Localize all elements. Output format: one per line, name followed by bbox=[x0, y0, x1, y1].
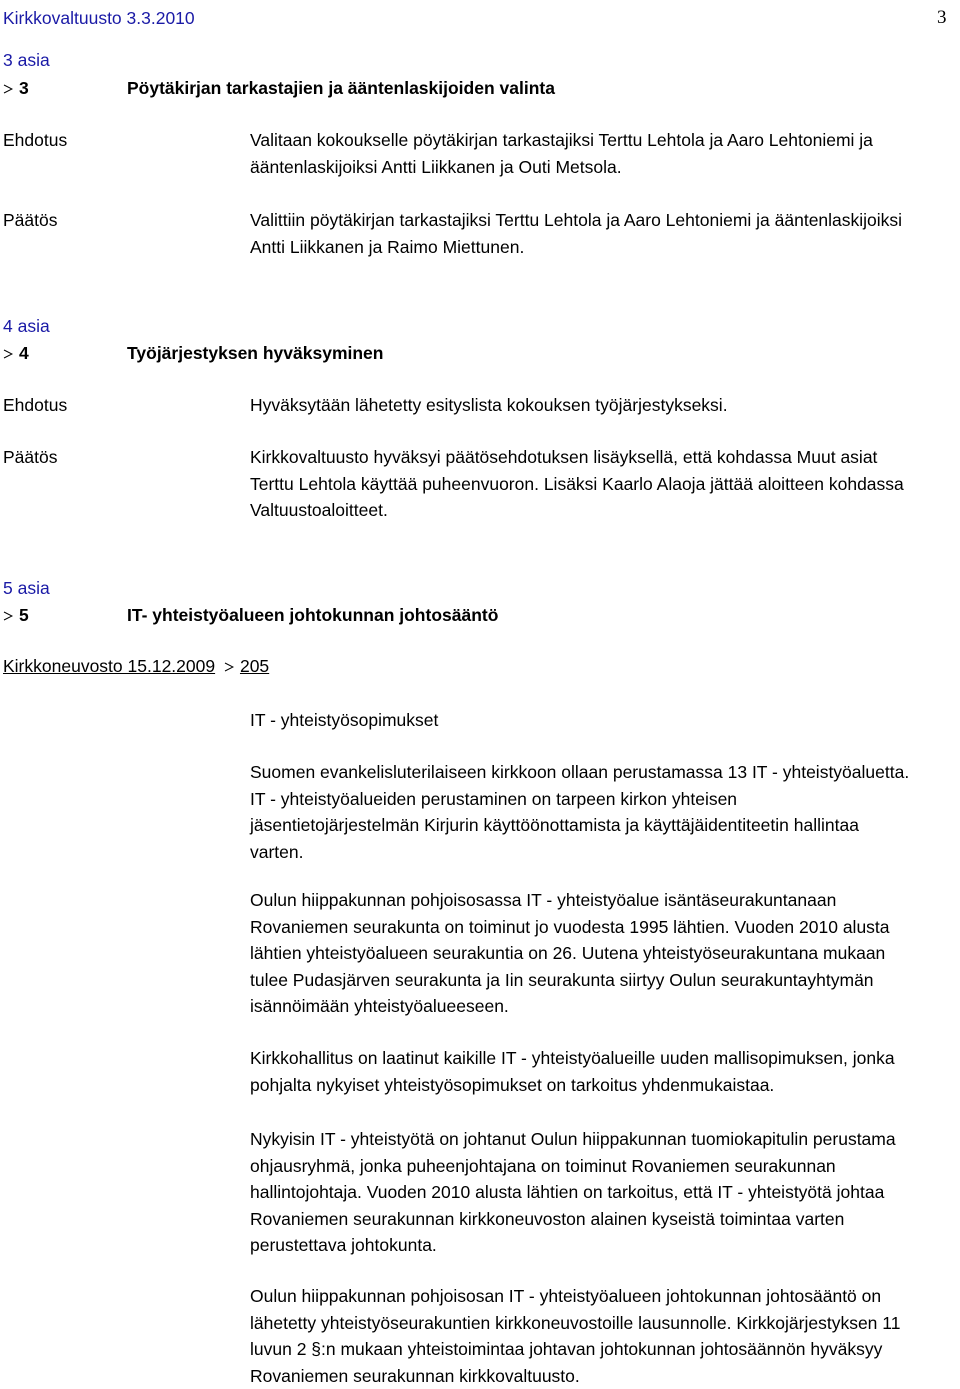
council-reference-number[interactable]: 205 bbox=[240, 656, 269, 676]
text-line: Kirkkovaltuusto hyväksyi päätösehdotuksen lisäyksellä, että kohdassa Muut asiat bbox=[250, 444, 950, 471]
section-3-ehdotus-text bbox=[250, 127, 950, 180]
section-5-title: IT- yhteistyöalueen johtokunnan johtosääntö bbox=[127, 602, 498, 629]
fold-marker-icon bbox=[3, 349, 13, 359]
section-5-asia-link[interactable]: 5 asia bbox=[3, 575, 50, 602]
section-3-paatos-label: Päätös bbox=[3, 207, 57, 234]
body-paragraph-2 bbox=[250, 887, 955, 1020]
section-5-number: 5 bbox=[3, 602, 29, 629]
text-line: Hyväksytään lähetetty esityslista kokouksen työjärjestykseksi. bbox=[250, 392, 950, 419]
text-line: Terttu Lehtola käyttää puheenvuoron. Lisäksi Kaarlo Alaoja jättää aloitteen kohdassa bbox=[250, 471, 950, 498]
text-line: luvun 2 §:n mukaan yhteistoimintaa johtavan johtokunnan johtosäännön hyväksyy bbox=[250, 1336, 955, 1363]
text-line: Antti Liikkanen ja Raimo Miettunen. bbox=[250, 234, 950, 261]
body-subheading: IT - yhteistyösopimukset bbox=[250, 707, 950, 734]
text-line: Nykyisin IT - yhteistyötä on johtanut Oulun hiippakunnan tuomiokapitulin perustama bbox=[250, 1126, 955, 1153]
text-line: ääntenlaskijoiksi Antti Liikkanen ja Outi Metsola. bbox=[250, 154, 950, 181]
text-line: IT - yhteistyöalueiden perustaminen on tarpeen kirkon yhteisen bbox=[250, 786, 955, 813]
section-3-title: Pöytäkirjan tarkastajien ja ääntenlaskijoiden valinta bbox=[127, 75, 555, 102]
fold-marker-icon bbox=[224, 662, 234, 672]
text-line: Suomen evankelisluterilaiseen kirkkoon ollaan perustamassa 13 IT - yhteistyöaluetta. bbox=[250, 759, 955, 786]
fold-marker-icon bbox=[3, 611, 13, 621]
page-number: 3 bbox=[937, 5, 947, 32]
text-line: lähetetty yhteistyöseurakuntien kirkkoneuvostoille lausunnolle. Kirkkojärjestyksen 11 bbox=[250, 1310, 955, 1337]
text-line: varten. bbox=[250, 839, 955, 866]
section-3-asia-link[interactable]: 3 asia bbox=[3, 47, 50, 74]
text-line: jäsentietojärjestelmän Kirjurin käyttöönottamista ja käyttäjäidentiteetin hallintaa bbox=[250, 812, 955, 839]
text-line: Rovaniemen seurakunnan kirkkovaltuusto. bbox=[250, 1363, 955, 1389]
council-reference bbox=[3, 653, 269, 680]
text-line: pohjalta nykyiset yhteistyösopimukset on tarkoitus yhdenmukaistaa. bbox=[250, 1072, 955, 1099]
text-line: Kirkkohallitus on laatinut kaikille IT - yhteistyöalueille uuden mallisopimuksen, jonka bbox=[250, 1045, 955, 1072]
text-line: tulee Pudasjärven seurakunta ja Iin seurakunta siirtyy Oulun seurakuntayhtymän bbox=[250, 967, 955, 994]
section-4-paatos-label: Päätös bbox=[3, 444, 57, 471]
council-reference-link[interactable]: Kirkkoneuvosto 15.12.2009 bbox=[3, 656, 215, 676]
text-line: Valtuustoaloitteet. bbox=[250, 497, 950, 524]
text-line: hallintojohtaja. Vuoden 2010 alusta lähtien on tarkoitus, että IT - yhteistyötä johtaa bbox=[250, 1179, 955, 1206]
body-paragraph-1 bbox=[250, 759, 955, 865]
section-4-asia-link[interactable]: 4 asia bbox=[3, 313, 50, 340]
text-line: Valittiin pöytäkirjan tarkastajiksi Terttu Lehtola ja Aaro Lehtoniemi ja ääntenlaskijoiksi bbox=[250, 207, 950, 234]
section-4-title: Työjärjestyksen hyväksyminen bbox=[127, 340, 383, 367]
section-3-ehdotus-label: Ehdotus bbox=[3, 127, 67, 154]
text-line: Valitaan kokoukselle pöytäkirjan tarkastajiksi Terttu Lehtola ja Aaro Lehtoniemi ja bbox=[250, 127, 950, 154]
text-line: perustettava johtokunta. bbox=[250, 1232, 955, 1259]
body-paragraph-5 bbox=[250, 1283, 955, 1389]
section-3-paatos-text bbox=[250, 207, 950, 260]
text-line: ohjausryhmä, jonka puheenjohtajana on toiminut Rovaniemen seurakunnan bbox=[250, 1153, 955, 1180]
document-header: Kirkkovaltuusto 3.3.2010 bbox=[3, 5, 195, 32]
text-line: Rovaniemen seurakunnan kirkkoneuvoston alainen kyseistä toimintaa varten bbox=[250, 1206, 955, 1233]
section-4-ehdotus-label: Ehdotus bbox=[3, 392, 67, 419]
text-line: Rovaniemen seurakunta on toiminut jo vuodesta 1995 lähtien. Vuoden 2010 alusta bbox=[250, 914, 955, 941]
section-4-ehdotus-text bbox=[250, 392, 950, 419]
text-line: Oulun hiippakunnan pohjoisosan IT - yhteistyöalueen johtokunnan johtosääntö on bbox=[250, 1283, 955, 1310]
section-4-number: 4 bbox=[3, 340, 29, 367]
body-paragraph-3 bbox=[250, 1045, 955, 1098]
body-paragraph-4 bbox=[250, 1126, 955, 1259]
section-3-number: 3 bbox=[3, 75, 29, 102]
text-line: isännöimään yhteistyöalueeseen. bbox=[250, 993, 955, 1020]
text-line: lähtien yhteistyöalueen seurakuntia on 26. Uutena yhteistyöseurakuntana mukaan bbox=[250, 940, 955, 967]
section-4-paatos-text bbox=[250, 444, 950, 524]
fold-marker-icon bbox=[3, 84, 13, 94]
text-line: Oulun hiippakunnan pohjoisosassa IT - yhteistyöalue isäntäseurakuntanaan bbox=[250, 887, 955, 914]
